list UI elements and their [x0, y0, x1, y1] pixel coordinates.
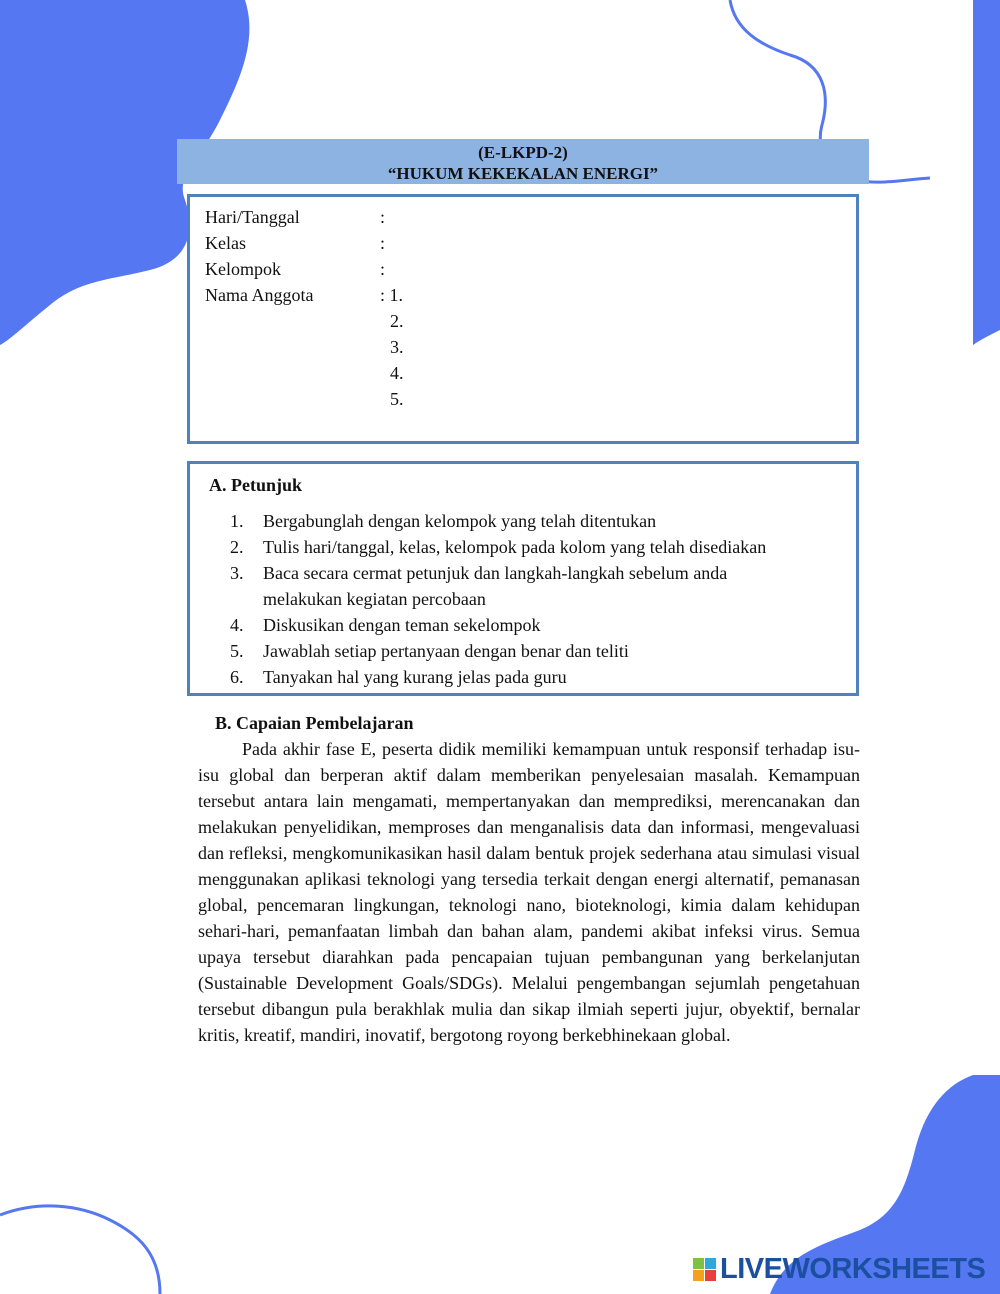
field-label-members: Nama Anggota: [205, 285, 314, 305]
list-item: 1. Bergabunglah dengan kelompok yang telah ditentukan: [230, 511, 657, 531]
list-item: 4. Diskusikan dengan teman sekelompok: [230, 615, 541, 635]
liveworksheets-logo-text: LIVEWORKSHEETS: [720, 1253, 986, 1285]
strip-right-top: [973, 0, 1000, 345]
field-label-group: Kelompok: [205, 259, 281, 279]
worksheet-code: (E-LKPD-2): [478, 143, 568, 162]
curve-bottom-left: [0, 1206, 160, 1294]
identity-box: [187, 194, 859, 444]
member-number-3: 3.: [390, 337, 404, 357]
liveworksheets-watermark: [693, 1253, 985, 1286]
list-item: 2. Tulis hari/tanggal, kelas, kelompok pada kolom yang telah disediakan: [230, 537, 767, 557]
field-label-class: Kelas: [205, 233, 246, 253]
list-item: 3. Baca secara cermat petunjuk dan langkah-langkah sebelum anda melakukan kegiatan percobaan: [230, 563, 728, 609]
learning-outcomes-paragraph: Pada akhir fase E, peserta didik memiliki kemampuan untuk responsif terhadap isu-isu global dan berperan aktif dalam memberikan penyelesaian masalah. Kemampuan tersebut antara lain mengamati, mempertanyakan dan memprediksi, merencanakan dan melakukan penyelidikan, memproses dan menganalisis data dan informasi, mengevaluasi dan refleksi, mengkomunikasikan hasil dalam bentuk projek sederhana atau simulasi visual menggunakan aplikasi teknologi yang tersedia terkait dengan energi alternatif, pemanasan global, pencemaran lingkungan, teknologi nano, bioteknologi, kimia dalam kehidupan sehari-hari, pemanfaatan limbah dan bahan alam, pandemi akibat infeksi virus. Semua upaya tersebut diarahkan pada pencapaian tujuan pembangunan yang berkelanjutan (Sustainable Development Goals/SDGs). Melalui pengembangan sejumlah pengetahuan tersebut dibangun pula berakhlak mulia dan sikap ilmiah seperti jujur, obyektif, bernalar kritis, kreatif, mandiri, inovatif, bergotong royong berkebhinekaan global.: [198, 739, 860, 1045]
liveworksheets-logo-icon: [693, 1258, 716, 1281]
member-number-2: 2.: [390, 311, 404, 331]
learning-outcomes-heading: B. Capaian Pembelajaran: [215, 713, 414, 733]
field-sep-members: : 1.: [380, 285, 404, 305]
instructions-box: [187, 461, 859, 696]
member-number-5: 5.: [390, 389, 404, 409]
instructions-heading: A. Petunjuk: [209, 475, 303, 495]
member-number-4: 4.: [390, 363, 404, 383]
field-label-date: Hari/Tanggal: [205, 207, 300, 227]
field-sep-class: :: [380, 233, 386, 253]
field-sep-group: :: [380, 259, 386, 279]
list-item: 6. Tanyakan hal yang kurang jelas pada guru: [230, 667, 567, 687]
instructions-list: [230, 508, 830, 690]
field-sep-date: :: [380, 207, 386, 227]
learning-outcomes-section: [198, 710, 860, 1048]
worksheet-title: “HUKUM KEKEKALAN ENERGI”: [387, 164, 659, 183]
worksheet-title-bar: [177, 139, 869, 184]
list-item: 5. Jawablah setiap pertanyaan dengan benar dan teliti: [230, 641, 629, 661]
